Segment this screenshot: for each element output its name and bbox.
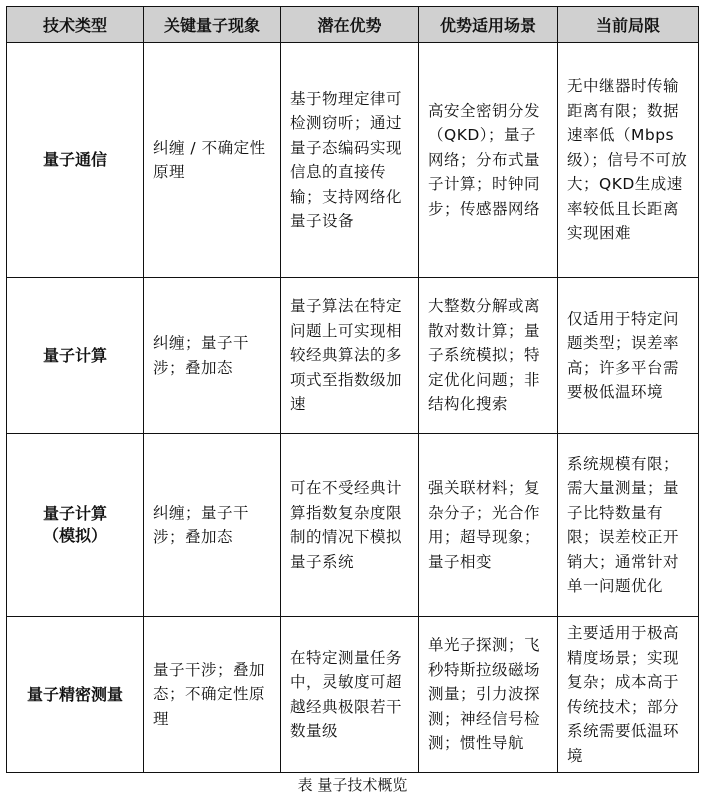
tech-type-cell: 量子计算: [7, 278, 144, 434]
scenarios-cell: 单光子探测；飞秒特斯拉级磁场测量；引力波探测；神经信号检测；惯性导航: [419, 617, 558, 773]
header-key-phenomena: 关键量子现象: [144, 7, 281, 43]
tech-type-cell: [7, 434, 144, 617]
tech-type-cell: 量子精密测量: [7, 617, 144, 773]
scenarios-cell: 高安全密钥分发（QKD）；量子网络；分布式量子计算；时钟同步；传感器网络: [419, 43, 558, 278]
phenomena-cell: 量子干涉；叠加态；不确定性原理: [144, 617, 281, 773]
advantages-cell: 在特定测量任务中，灵敏度可超越经典极限若干数量级: [281, 617, 419, 773]
table-row: [7, 43, 699, 278]
scenarios-cell: 强关联材料；复杂分子；光合作用；超导现象；量子相变: [419, 434, 558, 617]
header-potential-advantages: 潜在优势: [281, 7, 419, 43]
limitations-cell: 主要适用于极高精度场景；实现复杂；成本高于传统技术；部分系统需要低温环境: [558, 617, 699, 773]
header-application-scenarios: 优势适用场景: [419, 7, 558, 43]
tech-type-cell: 量子通信: [7, 43, 144, 278]
phenomena-cell: 纠缠；量子干涉；叠加态: [144, 278, 281, 434]
tech-type-line1: 量子计算: [42, 504, 107, 523]
table-caption: 表 量子技术概览: [297, 776, 408, 794]
limitations-cell: 仅适用于特定问题类型；误差率高；许多平台需要极低温环境: [558, 278, 699, 434]
limitations-cell: 系统规模有限；需大量测量；量子比特数量有限；误差校正开销大；通常针对单一问题优化: [558, 434, 699, 617]
limitations-cell: 无中继器时传输距离有限；数据速率低（Mbps级）；信号不可放大；QKD生成速率较低且长距离实现困难: [558, 43, 699, 278]
tech-type-line2: （模拟）: [42, 526, 107, 545]
table-row: [7, 617, 699, 773]
scenarios-cell: 大整数分解或离散对数计算；量子系统模拟；特定优化问题；非结构化搜索: [419, 278, 558, 434]
table-header-row: [7, 7, 699, 43]
advantages-cell: 基于物理定律可检测窃听；通过量子态编码实现信息的直接传输；支持网络化量子设备: [281, 43, 419, 278]
table-row: [7, 278, 699, 434]
advantages-cell: 可在不受经典计算指数复杂度限制的情况下模拟量子系统: [281, 434, 419, 617]
header-current-limitations: 当前局限: [558, 7, 699, 43]
quantum-technology-table: [6, 6, 699, 773]
phenomena-cell: 纠缠 / 不确定性原理: [144, 43, 281, 278]
advantages-cell: 量子算法在特定问题上可实现相较经典算法的多项式至指数级加速: [281, 278, 419, 434]
table-row: [7, 434, 699, 617]
phenomena-cell: 纠缠；量子干涉；叠加态: [144, 434, 281, 617]
header-tech-type: 技术类型: [7, 7, 144, 43]
